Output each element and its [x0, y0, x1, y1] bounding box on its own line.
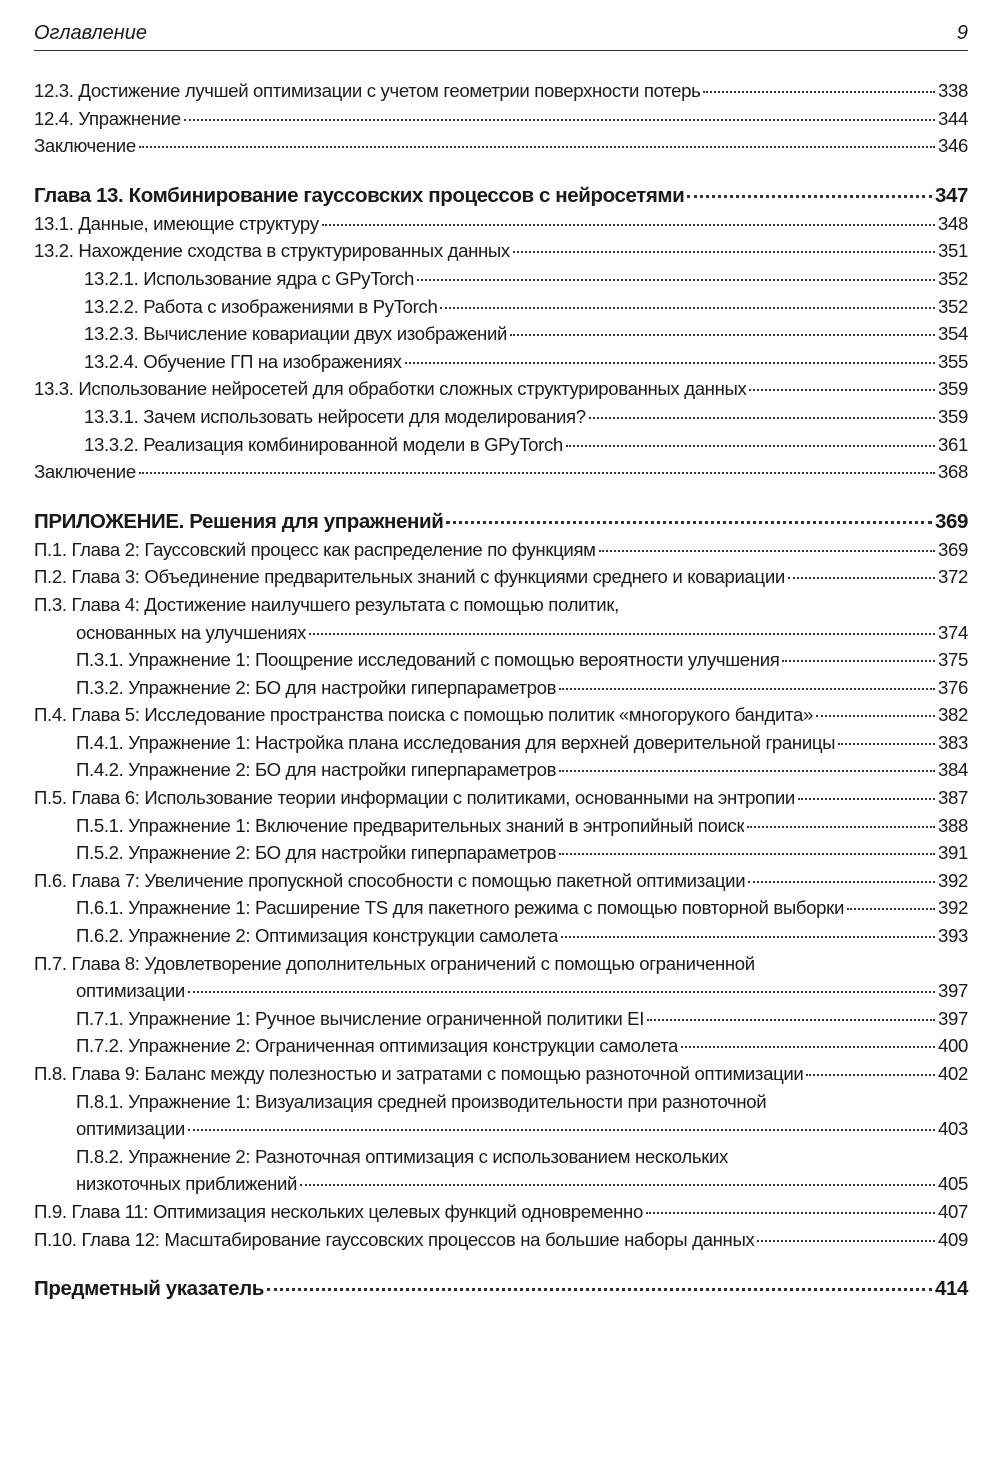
toc-entry-title: П.9. Глава 11: Оптимизация нескольких целевых функций одновременно	[34, 1200, 643, 1222]
dot-leader	[589, 417, 935, 419]
toc-appendix[interactable]	[34, 508, 968, 536]
dot-leader	[513, 251, 935, 253]
toc-entry-a3-cont[interactable]	[34, 619, 968, 647]
toc-entry-title: 13.2.3. Вычисление ковариации двух изображений	[84, 323, 508, 345]
dot-leader	[566, 445, 935, 447]
toc-entry-title: 13.3.1. Зачем использовать нейросети для моделирования?	[84, 405, 586, 427]
toc-page-number: 359	[938, 378, 968, 400]
toc-page-number: 368	[938, 461, 968, 483]
toc-page-number: 338	[938, 80, 968, 101]
toc-page-number: 355	[938, 350, 968, 372]
toc-entry-13-1[interactable]	[34, 210, 968, 238]
toc-entry-title: П.2. Глава 3: Объединение предварительных знаний с функциями среднего и ковариации	[34, 566, 785, 588]
toc-page-number: 361	[938, 433, 968, 455]
toc-entry-title: 13.2.2. Работа с изображениями в PyTorch	[84, 295, 438, 317]
toc-entry-13-2-3[interactable]	[34, 320, 968, 348]
toc-page-number: 369	[934, 509, 968, 533]
toc-entry-title: 13.2. Нахождение сходства в структурированных данных	[34, 240, 510, 262]
toc-entry-title: П.3. Глава 4: Достижение наилучшего результата с помощью политик,	[34, 593, 619, 615]
dot-leader	[599, 550, 935, 552]
toc-entry-title: П.7.1. Упражнение 1: Ручное вычисление ограниченной политики EI	[76, 1007, 645, 1029]
toc-entry-title: П.3.2. Упражнение 2: БО для настройки гиперпараметров	[76, 676, 557, 698]
toc-entry-a7-cont[interactable]	[34, 977, 968, 1005]
toc-entry-a8-1-cont[interactable]	[34, 1115, 968, 1143]
toc-entry-12-3[interactable]	[34, 77, 968, 105]
dot-leader	[446, 521, 932, 524]
toc-entry-13-2-2[interactable]	[34, 293, 968, 321]
toc-entry-title: 13.3.2. Реализация комбинированной модели в GPyTorch	[84, 433, 563, 455]
toc-page-number: 351	[938, 240, 968, 262]
dot-leader	[748, 881, 935, 883]
dot-leader	[757, 1240, 935, 1242]
dot-leader	[681, 1046, 935, 1048]
toc-entry-title: П.5. Глава 6: Использование теории информации с политиками, основанными на энтропии	[34, 787, 795, 809]
dot-leader	[847, 908, 935, 910]
toc-page-number: 348	[938, 212, 968, 234]
toc-page-number: 375	[938, 649, 968, 671]
dot-leader	[838, 743, 935, 745]
toc-entry-title: 13.2.4. Обучение ГП на изображениях	[84, 350, 402, 372]
toc-entry-13-2-4[interactable]	[34, 348, 968, 376]
toc-entry-a2[interactable]	[34, 563, 968, 591]
dot-leader	[747, 826, 935, 828]
toc-page-number: 392	[938, 869, 968, 891]
toc-entry-title: П.3.1. Упражнение 1: Поощрение исследований с помощью вероятности улучшения	[76, 649, 780, 671]
toc-chapter-13[interactable]	[34, 182, 968, 210]
toc-entry-13-2[interactable]	[34, 237, 968, 265]
dot-leader	[300, 1184, 935, 1186]
toc-subject-index[interactable]	[34, 1275, 968, 1303]
toc-entry-a3-1[interactable]	[34, 646, 968, 674]
toc-entry-title: 13.1. Данные, имеющие структуру	[34, 212, 319, 234]
toc-entry-title: П.4. Глава 5: Исследование пространства поиска с помощью политик «многорукого бандита»	[34, 704, 813, 726]
toc-entry-13-3-1[interactable]	[34, 403, 968, 431]
toc-entry-title: оптимизации	[76, 980, 185, 1002]
dot-leader	[687, 195, 932, 198]
toc-page-number: 405	[938, 1173, 968, 1195]
toc-page-number: 352	[938, 267, 968, 289]
toc-page-number: 387	[938, 787, 968, 809]
dot-leader	[309, 633, 935, 635]
dot-leader	[188, 991, 935, 993]
toc-entry-title: Заключение	[34, 461, 136, 483]
toc-page-number: 388	[938, 814, 968, 836]
toc-entry-a5-1[interactable]	[34, 812, 968, 840]
page-number: 9	[956, 22, 968, 44]
dot-leader	[559, 688, 935, 690]
toc-page-number: 392	[938, 897, 968, 919]
page-header	[34, 20, 968, 51]
toc-entry-a1[interactable]	[34, 536, 968, 564]
dot-leader	[782, 660, 935, 662]
dot-leader	[816, 715, 935, 717]
toc-entry-conclusion-12[interactable]	[34, 132, 968, 160]
dot-leader	[139, 472, 935, 474]
toc-entry-a6-1[interactable]	[34, 894, 968, 922]
dot-leader	[322, 224, 935, 226]
toc-entry-title: П.8.2. Упражнение 2: Разноточная оптимизация с использованием нескольких	[76, 1145, 728, 1167]
toc-entry-title: П.5.1. Упражнение 1: Включение предварительных знаний в энтропийный поиск	[76, 814, 745, 836]
toc-entry-a10[interactable]	[34, 1226, 968, 1254]
toc-page-number: 344	[938, 107, 968, 129]
toc-page-number: 382	[938, 704, 968, 726]
toc-page-number: 359	[938, 405, 968, 427]
dot-leader	[184, 119, 935, 121]
toc-entry-title: П.8. Глава 9: Баланс между полезностью и затратами с помощью разноточной оптимизации	[34, 1063, 804, 1084]
dot-leader	[806, 1074, 935, 1076]
toc-entry-a7-2[interactable]	[34, 1032, 968, 1060]
toc-entry-title: низкоточных приближений	[76, 1173, 298, 1195]
toc-entry-a7[interactable]	[34, 950, 968, 978]
toc-entry-a4-1[interactable]	[34, 729, 968, 757]
toc-entry-a8-1[interactable]	[34, 1088, 968, 1116]
table-of-contents	[34, 77, 968, 1303]
toc-entry-a5[interactable]	[34, 784, 968, 812]
toc-page-number: 352	[938, 295, 968, 317]
toc-entry-title: П.7.2. Упражнение 2: Ограниченная оптимизация конструкции самолета	[76, 1035, 679, 1057]
dot-leader	[703, 91, 935, 93]
toc-entry-a8[interactable]	[34, 1060, 968, 1088]
toc-entry-a4[interactable]	[34, 701, 968, 729]
toc-entry-a8-2[interactable]	[34, 1143, 968, 1171]
dot-leader	[647, 1019, 935, 1021]
toc-entry-a7-1[interactable]	[34, 1005, 968, 1033]
toc-page-number: 383	[938, 731, 968, 753]
toc-entry-title: П.4.1. Упражнение 1: Настройка плана исследования для верхней доверительной границы	[76, 731, 836, 753]
dot-leader	[559, 770, 935, 772]
dot-leader	[188, 1129, 935, 1131]
running-title: Оглавление	[34, 22, 148, 44]
toc-entry-13-3[interactable]	[34, 375, 968, 403]
toc-entry-title: П.4.2. Упражнение 2: БО для настройки гиперпараметров	[76, 759, 557, 781]
toc-page-number: 376	[938, 676, 968, 698]
toc-page-number: 414	[934, 1277, 968, 1301]
dot-leader	[788, 577, 935, 579]
toc-entry-title: 12.3. Достижение лучшей оптимизации с учетом геометрии поверхности потерь	[34, 80, 701, 101]
toc-page-number: 391	[938, 842, 968, 864]
toc-page-number: 400	[938, 1035, 968, 1057]
toc-page-number: 372	[938, 566, 968, 588]
toc-entry-title: П.6. Глава 7: Увеличение пропускной способности с помощью пакетной оптимизации	[34, 869, 746, 891]
toc-page-number: 397	[938, 980, 968, 1002]
toc-chapter-title: Предметный указатель	[34, 1277, 264, 1301]
dot-leader	[440, 307, 935, 309]
toc-entry-a4-2[interactable]	[34, 756, 968, 784]
toc-entry-conclusion-13[interactable]	[34, 458, 968, 486]
toc-page-number: 409	[938, 1228, 968, 1250]
toc-page-number: 393	[938, 925, 968, 947]
toc-entry-a8-2-cont[interactable]	[34, 1170, 968, 1198]
dot-leader	[561, 936, 935, 938]
toc-entry-title: основанных на улучшениях	[76, 621, 306, 643]
toc-page-number: 354	[938, 323, 968, 345]
toc-entry-title: 12.4. Упражнение	[34, 107, 181, 129]
toc-entry-a6-2[interactable]	[34, 922, 968, 950]
dot-leader	[267, 1288, 932, 1291]
toc-entry-a9[interactable]	[34, 1198, 968, 1226]
toc-entry-title: оптимизации	[76, 1118, 185, 1140]
toc-entry-title: П.8.1. Упражнение 1: Визуализация средней производительности при разноточной	[76, 1090, 767, 1112]
toc-page-number: 407	[938, 1200, 968, 1222]
toc-page-number: 347	[934, 183, 968, 207]
toc-entry-title: П.6.1. Упражнение 1: Расширение TS для пакетного режима с помощью повторной выборки	[76, 897, 844, 919]
dot-leader	[559, 853, 935, 855]
toc-page-number: 402	[938, 1063, 968, 1084]
toc-page-number: 403	[938, 1118, 968, 1140]
toc-entry-title: П.7. Глава 8: Удовлетворение дополнительных ограничений с помощью ограниченной	[34, 952, 755, 974]
toc-entry-title: 13.3. Использование нейросетей для обработки сложных структурированных данных	[34, 378, 747, 400]
toc-entry-a3-2[interactable]	[34, 674, 968, 702]
dot-leader	[510, 334, 935, 336]
toc-entry-title: П.6.2. Упражнение 2: Оптимизация конструкции самолета	[76, 925, 559, 947]
dot-leader	[139, 146, 935, 148]
toc-page-number: 397	[938, 1007, 968, 1029]
toc-page-number: 369	[938, 538, 968, 560]
toc-chapter-title: Глава 13. Комбинирование гауссовских процессов с нейросетями	[34, 183, 685, 207]
toc-entry-12-4[interactable]	[34, 105, 968, 133]
toc-entry-a3[interactable]	[34, 591, 968, 619]
dot-leader	[646, 1212, 935, 1214]
toc-entry-title: 13.2.1. Использование ядра с GPyTorch	[84, 267, 414, 289]
dot-leader	[798, 798, 935, 800]
toc-page-number: 374	[938, 621, 968, 643]
toc-entry-13-3-2[interactable]	[34, 431, 968, 459]
toc-entry-13-2-1[interactable]	[34, 265, 968, 293]
toc-entry-a6[interactable]	[34, 867, 968, 895]
toc-entry-a5-2[interactable]	[34, 839, 968, 867]
toc-entry-title: П.1. Глава 2: Гауссовский процесс как распределение по функциям	[34, 538, 596, 560]
toc-entry-title: П.5.2. Упражнение 2: БО для настройки гиперпараметров	[76, 842, 557, 864]
toc-page-number: 346	[938, 135, 968, 157]
toc-page-number: 384	[938, 759, 968, 781]
dot-leader	[405, 362, 935, 364]
toc-entry-title: Заключение	[34, 135, 136, 157]
toc-chapter-title: ПРИЛОЖЕНИЕ. Решения для упражнений	[34, 509, 444, 533]
dot-leader	[749, 389, 935, 391]
dot-leader	[417, 279, 935, 281]
toc-entry-title: П.10. Глава 12: Масштабирование гауссовских процессов на большие наборы данных	[34, 1228, 755, 1250]
